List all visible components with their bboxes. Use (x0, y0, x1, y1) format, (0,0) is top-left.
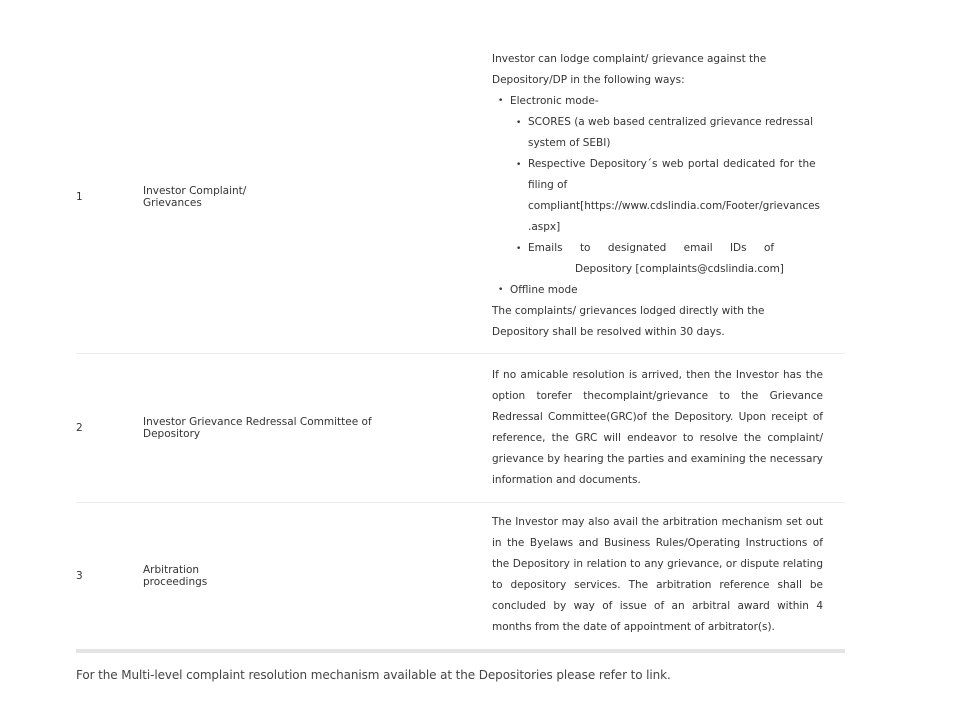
row-title-line: Arbitration (143, 564, 200, 576)
row-number: 1 (76, 190, 83, 203)
list-item-line: filing of (528, 179, 568, 191)
grievance-table-container (76, 0, 845, 653)
multi-level-resolution-note: For the Multi-level complaint resolution mechanism available at the Depositories please refer to link. (76, 668, 671, 682)
intro-line: Depository/DP in the following ways: (492, 74, 685, 86)
electronic-mode-sublist (510, 112, 823, 280)
row-title (143, 354, 492, 503)
list-item-web-portal (516, 154, 823, 238)
row-title (143, 0, 492, 354)
row-description (492, 354, 845, 503)
row-description (492, 503, 845, 652)
list-item-scores (516, 112, 823, 154)
intro-line: Investor can lodge complaint/ grievance against the (492, 53, 767, 65)
bullet-icon: • (516, 244, 522, 254)
complaint-modes-list (492, 91, 823, 301)
bullet-icon: • (498, 285, 504, 295)
grievance-url-line: compliant[https://www.cdslindia.com/Footer/grievances (528, 200, 821, 212)
closing-line: The complaints/ grievances lodged directly with the (492, 305, 765, 317)
row-title (143, 503, 492, 652)
bullet-icon: • (516, 160, 522, 170)
table-row (76, 354, 845, 503)
mode-label: Electronic mode- (510, 95, 599, 107)
bullet-icon: • (498, 96, 504, 106)
table-row (76, 503, 845, 652)
list-item-emails (516, 238, 823, 280)
row-title-line: Investor Grievance Redressal Committee of (143, 416, 372, 428)
description-text: If no amicable resolution is arrived, then the Investor has the option torefer thecomplaint/grievance to the Grievance Redressal Committee(GRC)of the Depository. Upon receipt of reference, the GRC will endeavor to resolve the complaint/ grievance by hearing the parties and examining the necessary information and documents. (492, 369, 823, 486)
row-title-line: Investor Complaint/ (143, 184, 247, 197)
row-number: 3 (76, 570, 83, 582)
list-item-electronic-mode (498, 91, 823, 280)
row-description (492, 0, 845, 354)
row-title-line: Depository (143, 428, 201, 440)
row-title-line: proceedings (143, 576, 208, 588)
mode-label: Offline mode (510, 284, 578, 296)
table-row (76, 0, 845, 354)
bullet-icon: • (516, 118, 522, 128)
closing-line: Depository shall be resolved within 30 days. (492, 326, 725, 338)
grievance-url-line: .aspx] (528, 221, 561, 233)
list-item-line: SCORES (a web based centralized grievance redressal (528, 116, 813, 128)
row-title-line: Grievances (143, 196, 202, 209)
grievance-redressal-table (76, 0, 845, 653)
list-item-line: system of SEBI) (528, 137, 611, 149)
row-number: 2 (76, 422, 83, 434)
list-item-line: Emails to designated email IDs of (528, 242, 775, 254)
complaint-email-line: Depository [complaints@cdslindia.com] (575, 263, 784, 275)
list-item-offline-mode (498, 280, 823, 301)
description-text: The Investor may also avail the arbitration mechanism set out in the Byelaws and Business Rules/Operating Instructions of the Depository in relation to any grievance, or dispute relating to depository services. The arbitration reference shall be concluded by way of issue of an arbitral award within 4 months from the date of appointment of arbitrator(s). (492, 516, 823, 633)
list-item-line: Respective Depository´s web portal dedicated for the (528, 158, 816, 170)
